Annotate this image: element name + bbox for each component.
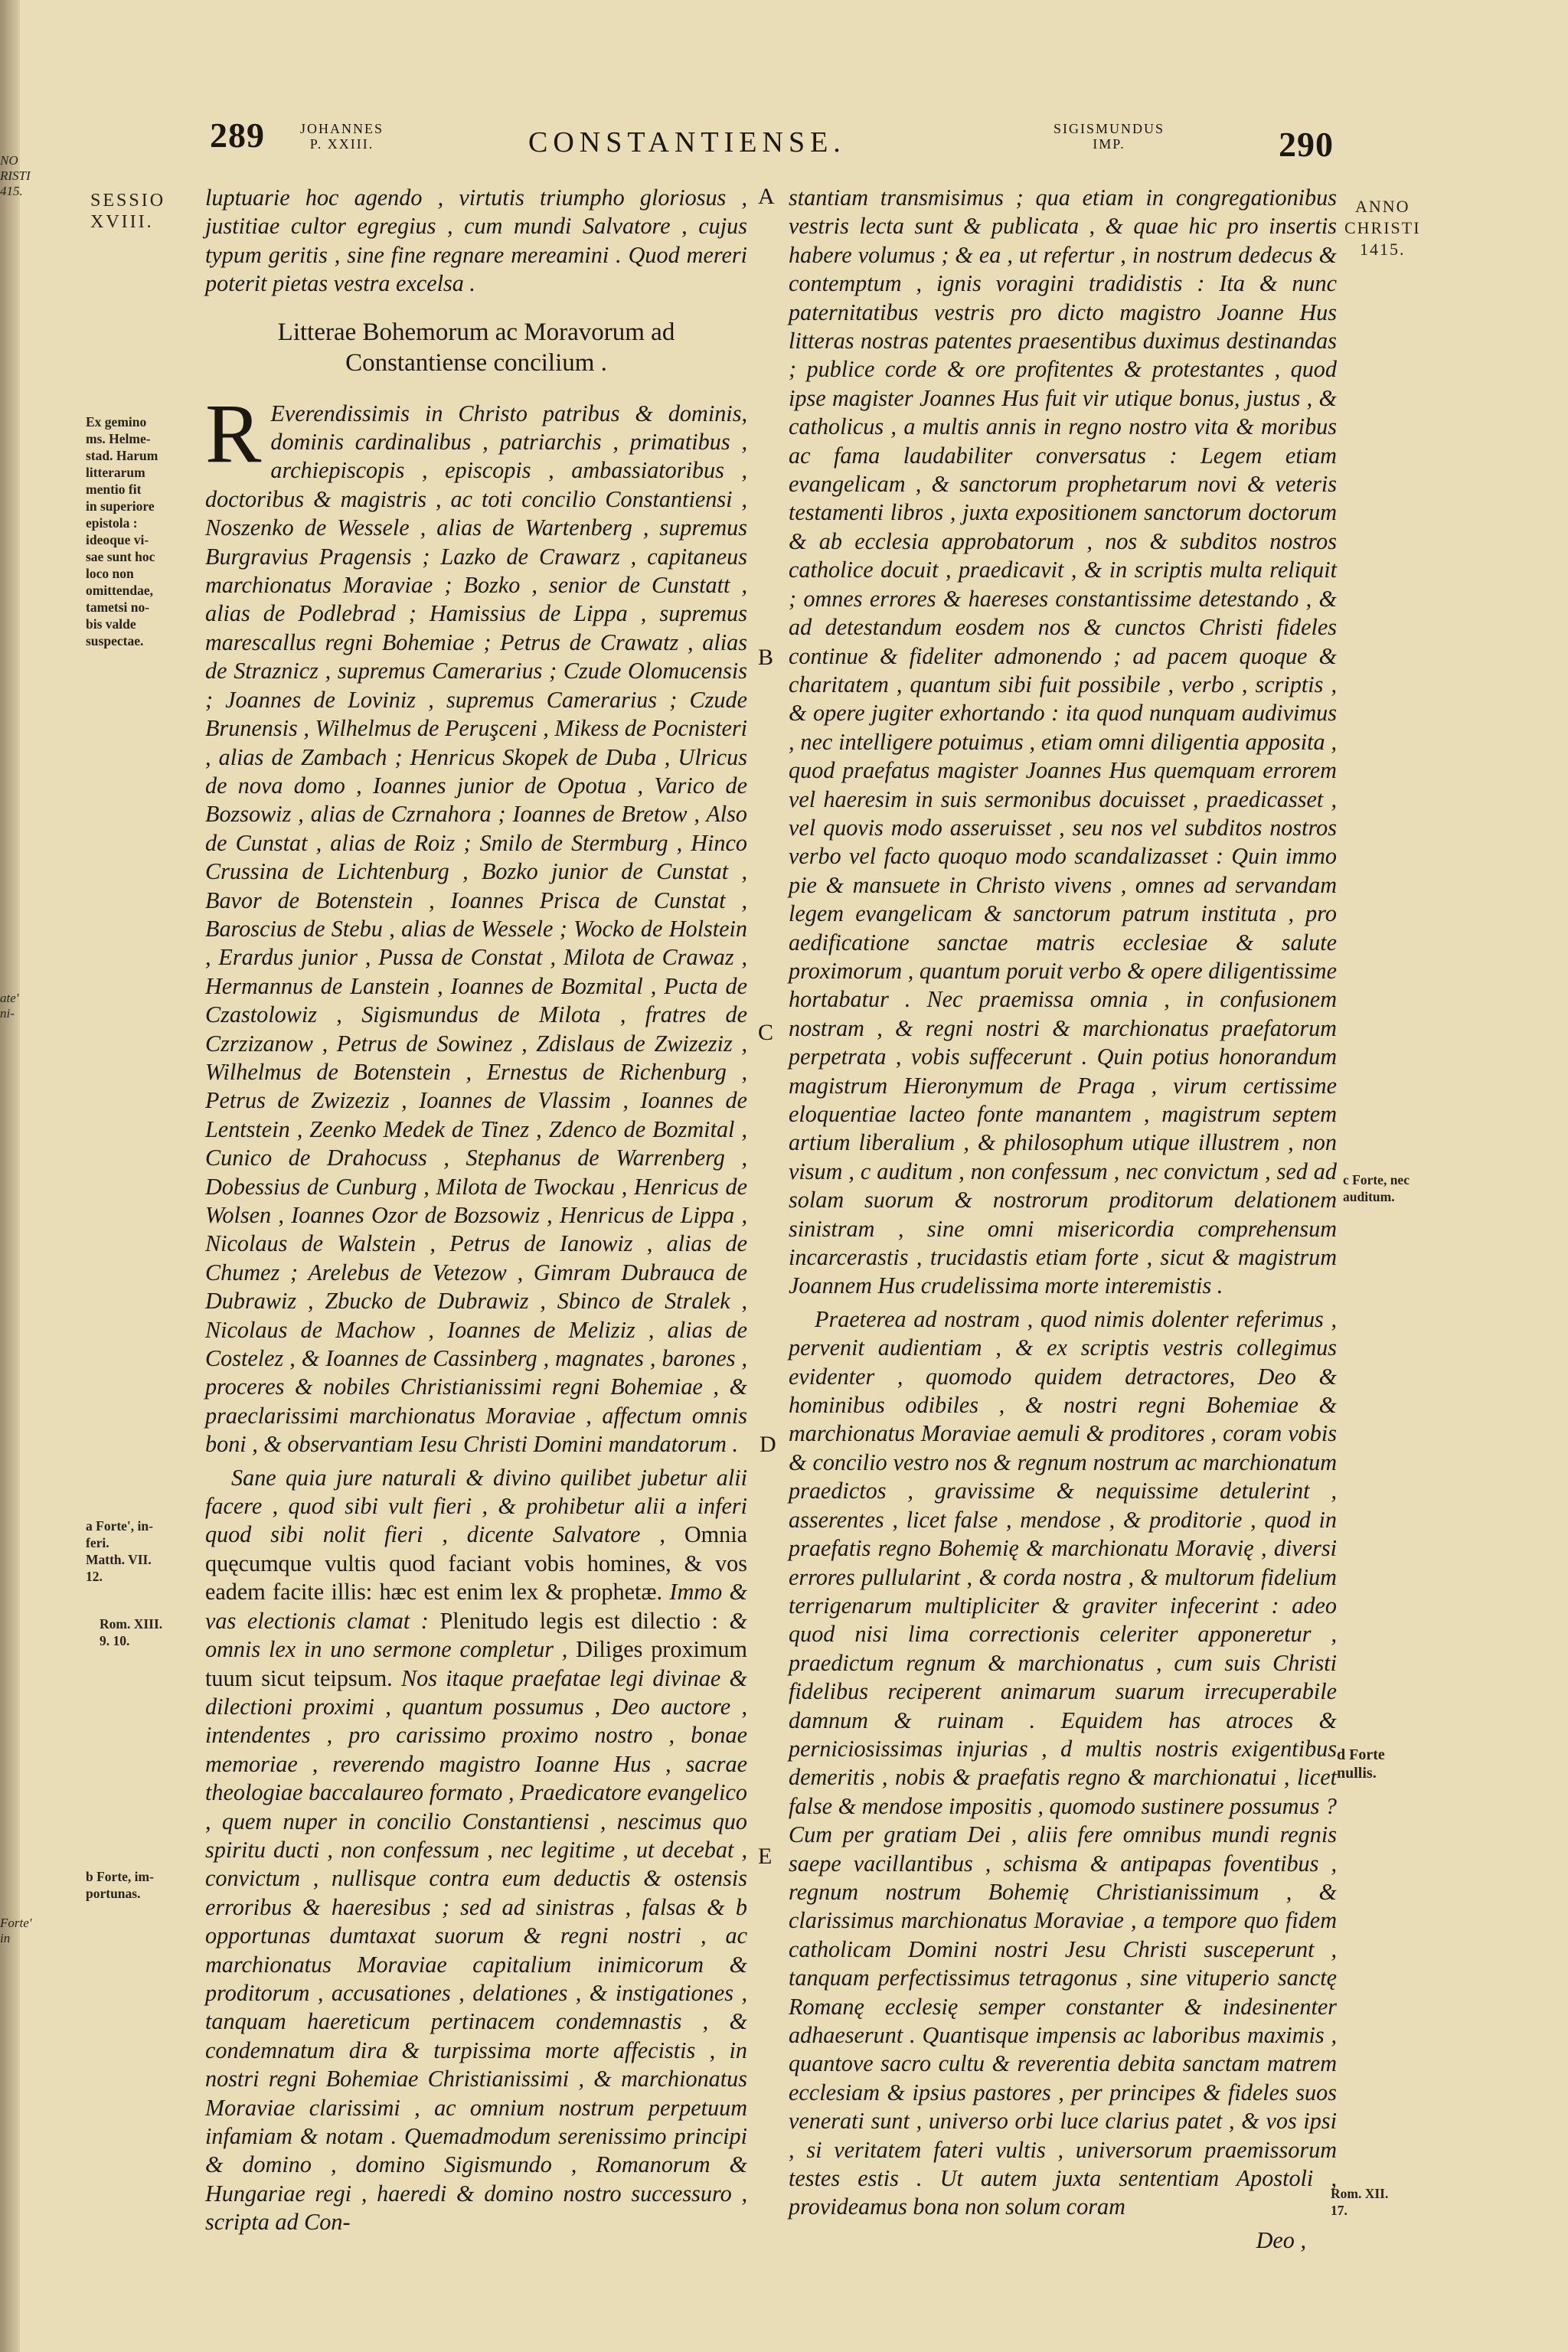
previous-page-note-fragment: ate' ni- (0, 991, 19, 1021)
salutation-text: Everendissimis in Christo patribus & dominis, dominis cardinalibus , patriarchis , primatibus , archiepiscopis , episcopis , ambassiatoribus , doctoribus & magistris , ac toti concilio Constantiensi , Noszenko de Wessele , alias de Wartenberg , supremus Burgravius Pragensis ; Lazko de Crawarz , capitaneus marchionatus Moraviae ; Bozko , senior de Cunstatt , alias de Podlebrad ; Hamissius de Lippa , supremus marescallus regni Bohemiae ; Petrus de Crawatz , alias de Straznicz , supremus Camerarius ; Czude Olomucensis ; Joannes de Loviniz , supremus Camerarius ; Czude Brunensis , Wilhelmus de Peruşceni , Mikess de Pocnisteri , alias de Zambach ; Henricus Skopek de Duba , Ulricus de nova domo , Ioannes junior de Opotua , Varico de Bozsowiz , alias de Czrnahora ; Ioannes de Bretow , Also de Cunstat , alias de Roiz ; Smilo de Stermburg , Hinco Crussina de Lichtenburg , Bozko junior de Cunstat , Bavor de Botenstein , Ioannes Prisca de Cunstat , Baroscius de Stebu , alias de Wessele ; Wocko de Holstein , Erardus junior , Pussa de Constat , Milota de Crawaz , Hermannus de Lanstein , Ioannes de Bozmital , Pucta de Czastolowiz , Sigismundus de Milota , fratres de Czrzizanow , Petrus de Sowinez , Zdislaus de Zwizeziz , Wilhelmus de Botenstein , Ernestus de Richenburg , Petrus de Zwizeziz , Ioannes de Vlassim , Ioannes de Lentstein , Zeenko Medek de Tinez , Zdenco de Bozmital , Cunico de Drahocuss , Stephanus de Warrenberg , Dobessius de Cunburg , Milota de Twockau , Henricus de Wolsen , Ioannes Ozor de Bozsowiz , Henricus de Lippa , Nicolaus de Walstein , Petrus de Ianowiz , alias de Chumez ; Arelebus de Vetezow , Gimram Dubrauca de Dubrawiz , Zbucko de Dubrawiz , Sbinco de Stralek , Nicolaus de Machow , Ioannes de Meliziz , alias de Costelez , & Ioannes de Cassinberg , magnates , barones , proceres & nobiles Christianissimi regni Bohemiae , & praeclarissimi marchionatus Moraviae , affectum omnis boni , & observantiam Iesu Christi Domini mandatorum . (205, 400, 747, 1458)
footnote-b: b Forte, im- portunas. (86, 1869, 154, 1901)
previous-page-year-fragment: NO RISTI 415. (0, 153, 31, 198)
salutation-paragraph (205, 386, 747, 1459)
body-paragraph-2: stantiam transmisimus ; qua etiam in congregationibus vestris lecta sunt & publicata , & quae hic pro insertis habere volumus ; & ea , ut refertur , in nostrum dedecus & contemptum , ignis voragini tradidistis : Ita & nunc paternitatibus vestris pro dicto magistro Joanne Hus litteras nostras patentes praesentibus duximus destinandas ; publice corde & ore profitentes & protestantes , quod ipse magister Joannes Hus fuit vir utique bonus, justus , & catholicus , a multis annis in regno nostro vita & moribus ac fama laudabiliter conversatus : Legem etiam evangelicam , & sanctorum prophetarum novi & veteris testamenti libros , juxta expositionem sanctorum doctorum & ab ecclesia approbatorum , nos & subditos nostros catholice docuit , praedicavit , & in scriptis multa reliquit ; omnes errores & haereses constantissime detestando , & ad detestandum eosdem nos & cunctos Christi fideles continue & fideliter admonendo ; ad pacem quoque & charitatem , quantum sibi fuit possibile , verbo , scriptis , & opere jugiter exhortando : ita quod nunquam audivimus , nec intelligere potuimus , etiam omni diligentia apposita , quod praefatus magister Joannes Hus quemquam errorem vel haeresim in suis sermonibus docuisset , praedicasset , vel quovis modo asseruisset , seu nos vel subditos nostros verbo vel facto quoquo modo scandalizasset : Quin immo pie & mansuete in Christo vivens , omnes ad servandam legem evangelicam & sanctorum patrum instituta , pro aedificatione sanctae matris ecclesiae & salute proximorum , quantum poruit verbo & opere diligentissime hortabatur . Nec praemissa omnia , in confusionem nostram , & regni nostri & marchionatus praefatorum perpetrata , vobis suffecerunt . Quin potius honorandum magistrum Hieronymum de Praga , virum certissime eloquentiae lacteo fonte manantem , magistrum septem artium liberalium , & philosophum utique illustrem , non visum , c auditum , non confessum , nec convictum , sed ad solam suorum & nostrorum proditorum delationem sinistram , sine omni misericordia comprehensum incarcerastis , trucidastis etiam forte , sicut & magistrum Joannem Hus crudelissima morte interemistis . (789, 185, 1337, 1299)
right-running-head: SIGISMUNDUS IMP. (1054, 121, 1165, 152)
catchword: Deo , (1256, 2226, 1306, 2253)
previous-page-note-fragment-2: Forte' in (0, 1916, 32, 1945)
section-letter-a: A (758, 184, 775, 209)
previous-page-edge (0, 0, 32, 2352)
right-text-column (789, 184, 1337, 2255)
commandment-quotation: Diliges proximum tuum sicut teipsum. (205, 1636, 747, 1691)
left-page-number: 289 (210, 116, 265, 155)
page-title: CONSTANTIENSE. (528, 126, 846, 158)
pauline-quotation: Plenitudo legis est dilectio : (439, 1607, 718, 1634)
drop-cap: R (205, 386, 262, 480)
gospel-quotation: Omnia quęcumque vultis quod faciant vobis homines, & vos eadem facite illis: hæc est enim lex & prophetæ. (205, 1521, 747, 1606)
session-label: SESSIO XVIII. (90, 191, 166, 232)
footnote-d: d Forte nullis. (1337, 1746, 1385, 1782)
left-running-head: JOHANNES P. XXIII. (300, 121, 384, 152)
body-paragraph-1: Sane quia jure naturali & divino quilibet jubetur alii facere , quod sibi vult fieri , & prohibetur alii a inferi quod sibi nolit fieri , dicente Salvatore , Omnia quęcumque vultis quod faciant vobis homines, & vos eadem facite illis: hæc est enim lex & prophetæ. Immo & vas electionis clamat : Plenitudo legis est dilectio : & omnis lex in uno sermone completur , Diliges proximum tuum sicut teipsum. Nos itaque praefatae legi divinae & dilectioni proximi , quantum possumus , Deo auctore , intendentes , pro carissimo proximo nostro , bonae memoriae , reverendo magistro Ioanne Hus , sacrae theologiae baccalaureo formato , Praedicatore evangelico , quem nuper in concilio Constantiensi , nescimus quo spiritu ducti , non confessum , nec legitime , ut decebat , convictum , nullisque contra eum deductis & ostensis erroribus & haeresibus ; sed ad sinistras , falsas & b opportunas dumtaxat suorum & regni nostri , ac marchionatus Moraviae capitalium inimicorum & proditorum , accusationes , delationes , & instigationes , tanquam haereticum pertinacem condemnastis , & condemnatum dira & turpissima morte affecistis , in nostri regni Bohemiae Christianissimi , & marchionatus Moraviae clarissimi , ac omnium nostrum perpetuum infamiam & notam . Quemadmodum serenissimo principi & domino , domino Sigismundo , Romanorum & Hungariae regi , haeredi & domino nostro successuro , scripta ad Con- (205, 1464, 748, 2236)
opening-paragraph: luptuarie hoc agendo , virtutis triumpho gloriosus , justitiae cultor egregius , cum mundi Salvatore , cujus typum geritis , sine fine regnare mereamini . Quod mereri poterit pietas vestra excelsa . (205, 185, 747, 297)
footnote-a: a Forte', in- feri. Matth. VII. 12. (86, 1518, 153, 1584)
right-page-number: 290 (1279, 125, 1334, 164)
letter-title: Litterae Bohemorum ac Moravorum ad Constantiense concilium . (277, 318, 675, 377)
footnote-c: c Forte, nec auditum. (1343, 1172, 1410, 1204)
section-letter-c: C (758, 1020, 774, 1045)
section-letter-b: B (758, 645, 774, 670)
source-note: Ex gemino ms. Helme- stad. Harum litterarum mentio fit in superiore epistola : ideoque vi- sae sunt hoc loco non omittendae, tametsi no- bis valde suspectae. (86, 414, 158, 648)
section-letter-d: D (760, 1432, 776, 1457)
scripture-reference-romans-12: Rom. XII. 17. (1331, 2186, 1389, 2218)
left-text-column (205, 184, 747, 2242)
section-letter-e: E (758, 1844, 773, 1869)
year-label: ANNO CHRISTI 1415. (1344, 197, 1421, 259)
scripture-reference-romans-13: Rom. XIII. 9. 10. (100, 1616, 163, 1648)
body-paragraph-3: Praeterea ad nostram , quod nimis dolenter referimus , pervenit audientiam , & ex scriptis vestris collegimus evidenter , quomodo quidem detractores, Deo & hominibus odibiles , & nostri regni Bohemiae & marchionatus Moraviae aemuli & proditores , coram vobis & concilio vestro nos & regnum nostrum ac marchionatum praedictos , gravissime & nequissime detulerint , asserentes , licet false , mendose , & proditorie , quod in praefatis regno Bohemię & marchionatu Moravię , diversi errores pullularint , & corda nostra , & multorum fidelium terrigenarum multipliciter & graviter infecerint : adeo quod nisi lima correctionis celeriter apponeretur , praedictum regnum & marchionatus , cum suis Christi fidelibus reciperent animarum suarum irrecuperabile damnum & ruinam . Equidem has atroces & perniciosissimas injurias , d multis nostris exigentibus demeritis , nobis & praefatis regno & marchionatui , licet false & mendose impositis , quomodo sustinere possumus ? Cum per gratiam Dei , aliis fere omnibus mundi regnis saepe vacillantibus , schisma & antipapas foventibus , regnum nostrum Bohemię Christianissimum , & clarissimus marchionatus Moraviae , a tempore quo fidem catholicam Domini nostri Jesu Christi susceperunt , tanquam perfectissimus tetragonus , sine vituperio sanctę Romanę ecclesię semper constanter & indesinenter adhaeserunt . Quantisque impensis ac laboribus maximis , quantove sacro cultu & reverentia debita sanctam matrem ecclesiam & ipsius pastores , per principes & fideles suos venerati sunt , universo orbi luce clarius patet , & vos ipsi , si veritatem fateri vultis , universorum praemissorum testes estis . Ut autem juxta sententiam Apostoli , provideamus bona non solum coram (789, 1305, 1337, 2220)
